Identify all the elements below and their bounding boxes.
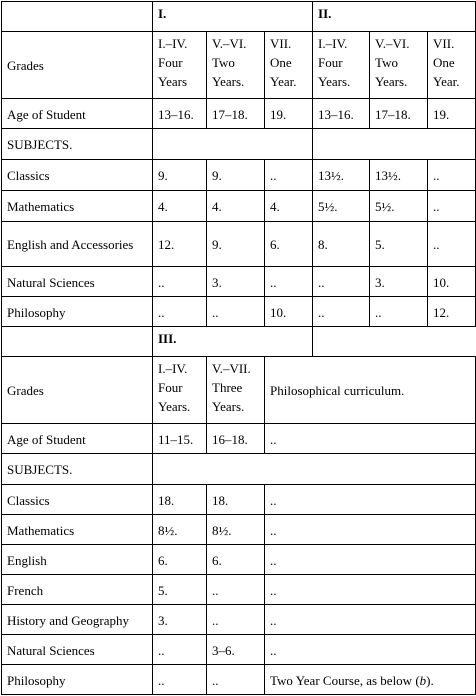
subject-name: Natural Sciences — [2, 267, 153, 297]
hours-cell: 18. — [153, 485, 207, 515]
grade-cell: V.–VI. Two Years. — [207, 32, 265, 99]
part1-grades-row — [2, 32, 476, 99]
subject-name: English and Accessories — [2, 222, 153, 267]
hours-cell: 6. — [265, 222, 313, 267]
age-cell: 17–18. — [207, 99, 265, 129]
hours-cell: .. — [265, 515, 476, 545]
hours-cell: 13½. — [313, 160, 370, 191]
hours-cell: .. — [207, 605, 265, 635]
grade-cell: I.–IV. Four Years — [153, 32, 207, 99]
subject-name: Classics — [2, 485, 153, 515]
subject-name: Philosophy — [2, 297, 153, 327]
hours-cell: .. — [265, 160, 313, 191]
part1-age-row — [2, 99, 476, 129]
subjects-label: SUBJECTS. — [2, 454, 153, 485]
hours-cell: .. — [207, 575, 265, 605]
hours-cell: 9. — [207, 222, 265, 267]
part2-subjects-header-row — [2, 454, 476, 485]
part2-age-row — [2, 424, 476, 454]
hours-cell: .. — [265, 545, 476, 575]
hours-cell: .. — [153, 665, 207, 695]
grade-cell: VII. One Year. — [265, 32, 313, 99]
hours-cell: .. — [207, 665, 265, 695]
grade-cell: V.–VI. Two Years. — [370, 32, 428, 99]
hours-cell: 3. — [207, 267, 265, 297]
hours-cell: .. — [428, 191, 476, 222]
hours-cell: .. — [153, 267, 207, 297]
age-label: Age of Student — [2, 424, 153, 454]
subject-name: English — [2, 545, 153, 575]
group-label-III: III. — [153, 327, 313, 357]
hours-cell: 12. — [153, 222, 207, 267]
table-row — [2, 160, 476, 191]
hours-cell: 4. — [207, 191, 265, 222]
age-cell: 16–18. — [207, 424, 265, 454]
table-row — [2, 191, 476, 222]
table-row — [2, 222, 476, 267]
age-label: Age of Student — [2, 99, 153, 129]
grade-cell: I.–IV. Four Years. — [313, 32, 370, 99]
hours-cell: .. — [207, 297, 265, 327]
age-cell: 13–16. — [313, 99, 370, 129]
note-emphasis: b — [419, 672, 427, 688]
empty-cell — [2, 2, 153, 32]
table-row — [2, 485, 476, 515]
table-row — [2, 545, 476, 575]
grade-cell: V.–VII. Three Years. — [207, 357, 265, 424]
hours-cell: .. — [428, 222, 476, 267]
hours-cell: 8½. — [207, 515, 265, 545]
group-label-II: II. — [313, 2, 476, 32]
hours-cell: 8. — [313, 222, 370, 267]
philosophy-note — [265, 665, 476, 695]
hours-cell: 4. — [265, 191, 313, 222]
hours-cell: .. — [265, 485, 476, 515]
hours-cell: .. — [153, 297, 207, 327]
grades-label: Grades — [2, 357, 153, 424]
hours-cell: .. — [313, 267, 370, 297]
grades-label: Grades — [2, 32, 153, 99]
hours-cell: 3. — [370, 267, 428, 297]
curriculum-table-wrapper — [1, 1, 476, 695]
hours-cell: .. — [370, 297, 428, 327]
hours-cell: 8½. — [153, 515, 207, 545]
hours-cell: .. — [265, 575, 476, 605]
note-text: ). — [426, 672, 434, 688]
note-text: Two Year Course, as below ( — [270, 672, 420, 688]
subject-name: Mathematics — [2, 191, 153, 222]
table-row — [2, 267, 476, 297]
hours-cell: .. — [265, 605, 476, 635]
empty-cell — [153, 454, 476, 485]
hours-cell: .. — [265, 267, 313, 297]
hours-cell: .. — [153, 635, 207, 665]
hours-cell: 4. — [153, 191, 207, 222]
subjects-label: SUBJECTS. — [2, 129, 153, 160]
hours-cell: 9. — [207, 160, 265, 191]
subject-name: Philosophy — [2, 665, 153, 695]
table-row — [2, 635, 476, 665]
age-cell: 17–18. — [370, 99, 428, 129]
empty-cell — [153, 129, 313, 160]
hours-cell: 9. — [153, 160, 207, 191]
hours-cell: 10. — [428, 267, 476, 297]
group-label-I: I. — [153, 2, 313, 32]
age-cell: 19. — [428, 99, 476, 129]
hours-cell: .. — [313, 297, 370, 327]
hours-cell: 5½. — [313, 191, 370, 222]
part1-subjects-header-row — [2, 129, 476, 160]
subject-name: Mathematics — [2, 515, 153, 545]
hours-cell: .. — [428, 160, 476, 191]
age-cell: 11–15. — [153, 424, 207, 454]
age-cell: 19. — [265, 99, 313, 129]
hours-cell: 3–6. — [207, 635, 265, 665]
age-cell: 13–16. — [153, 99, 207, 129]
grade-cell-philosophical: Philosophical curriculum. — [265, 357, 476, 424]
part2-grades-row — [2, 357, 476, 424]
empty-cell — [313, 327, 476, 357]
hours-cell: 3. — [153, 605, 207, 635]
hours-cell: 5. — [153, 575, 207, 605]
hours-cell: 5½. — [370, 191, 428, 222]
table-row — [2, 665, 476, 695]
empty-cell — [313, 129, 476, 160]
age-cell: .. — [265, 424, 476, 454]
grade-cell: VII. One Year. — [428, 32, 476, 99]
hours-cell: 6. — [207, 545, 265, 575]
part1-group-row — [2, 2, 476, 32]
subject-name: French — [2, 575, 153, 605]
hours-cell: .. — [265, 635, 476, 665]
subject-name: History and Geography — [2, 605, 153, 635]
hours-cell: 10. — [265, 297, 313, 327]
table-row — [2, 515, 476, 545]
table-row — [2, 575, 476, 605]
table-row — [2, 297, 476, 327]
subject-name: Classics — [2, 160, 153, 191]
empty-cell — [2, 327, 153, 357]
table-row — [2, 605, 476, 635]
curriculum-table — [1, 1, 476, 695]
grade-cell: I.–IV. Four Years. — [153, 357, 207, 424]
hours-cell: 12. — [428, 297, 476, 327]
hours-cell: 6. — [153, 545, 207, 575]
subject-name: Natural Sciences — [2, 635, 153, 665]
part2-group-row — [2, 327, 476, 357]
hours-cell: 18. — [207, 485, 265, 515]
hours-cell: 5. — [370, 222, 428, 267]
hours-cell: 13½. — [370, 160, 428, 191]
